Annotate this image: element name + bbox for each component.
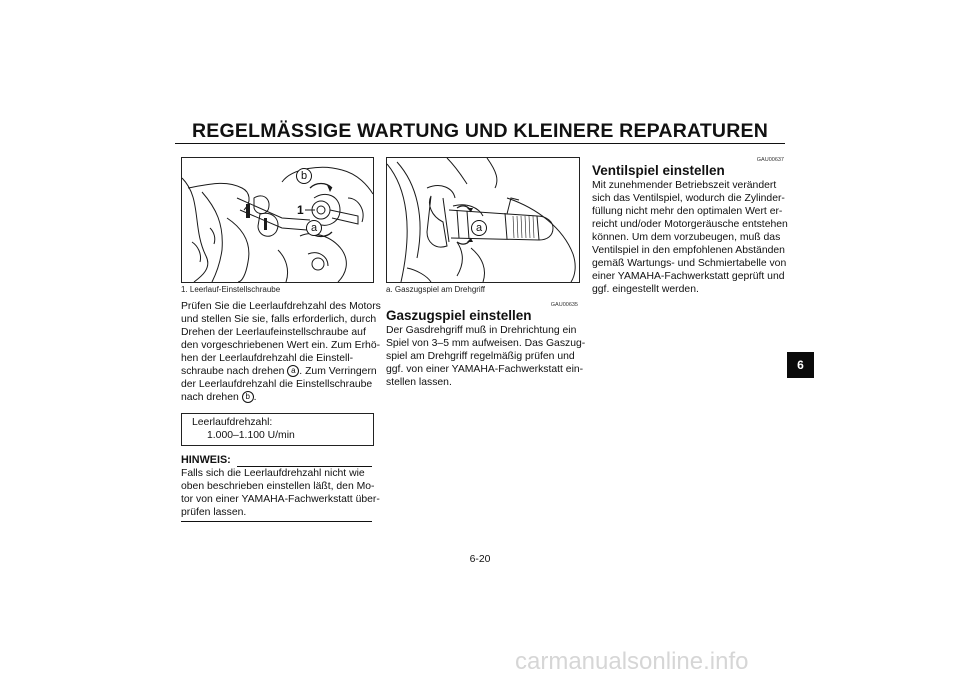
body-line: Mit zunehmender Betriebszeit verändert bbox=[592, 180, 777, 191]
section-code: GAU00635 bbox=[550, 302, 578, 308]
figure-idle-screw bbox=[181, 157, 374, 283]
body-line: spiel am Drehgriff regelmäßig prüfen und bbox=[386, 351, 575, 362]
body-line: Drehen der Leerlaufeinstellschraube auf bbox=[181, 327, 366, 338]
body-line: den vorgeschriebenen Wert ein. Zum Erhö- bbox=[181, 340, 381, 351]
body-line: Ventilspiel in den empfohlenen Abständen bbox=[592, 245, 785, 256]
body-line: Der Gasdrehgriff muß in Drehrichtung ein bbox=[386, 325, 577, 336]
body-text: . bbox=[253, 392, 257, 403]
body-line: stellen lassen. bbox=[386, 377, 452, 388]
idle-speed-spec-box bbox=[181, 413, 374, 446]
body-line: ggf. eingestellt werden. bbox=[592, 284, 699, 295]
body-text: . Zum Verringern bbox=[299, 366, 377, 377]
body-line: prüfen lassen. bbox=[181, 507, 247, 518]
body-line bbox=[181, 365, 376, 378]
body-line: reicht und/oder Motorgeräusche entstehen bbox=[592, 219, 788, 230]
callout-a-letter: a bbox=[310, 222, 318, 234]
body-line: sich das Ventilspiel, wodurch die Zylinder- bbox=[592, 193, 785, 204]
note-label: HINWEIS: bbox=[181, 454, 231, 466]
body-line: und stellen Sie sie, falls erforderlich, durch bbox=[181, 314, 377, 325]
body-line: einer YAMAHA-Fachwerkstatt geprüft und bbox=[592, 271, 785, 282]
figure-throttle-caption: a. Gaszugspiel am Drehgriff bbox=[386, 285, 486, 294]
body-line: füllung nicht mehr den optimalen Wert er- bbox=[592, 206, 783, 217]
section-heading-valve: Ventilspiel einstellen bbox=[592, 163, 725, 178]
body-text: schraube nach drehen bbox=[181, 366, 285, 377]
body-line: Prüfen Sie die Leerlaufdrehzahl des Motors bbox=[181, 301, 381, 312]
circled-a-symbol: a bbox=[287, 365, 299, 377]
figure-idle-screw-callout-b bbox=[296, 168, 312, 184]
callout-a-letter: a bbox=[475, 222, 483, 234]
figure-idle-screw-drawing bbox=[182, 158, 373, 282]
chapter-tab: 6 bbox=[787, 352, 814, 378]
idle-speed-paragraph bbox=[181, 300, 381, 404]
circled-b-symbol: b bbox=[242, 391, 254, 403]
figure-throttle-callout-a bbox=[471, 220, 487, 236]
section-code: GAU00637 bbox=[756, 157, 784, 163]
body-line: Spiel von 3–5 mm aufweisen. Das Gaszug- bbox=[386, 338, 586, 349]
body-line bbox=[181, 391, 376, 404]
body-line: ggf. von einer YAMAHA-Fachwerkstatt ein- bbox=[386, 364, 584, 375]
spec-label: Leerlaufdrehzahl: bbox=[192, 417, 273, 428]
title-rule bbox=[175, 143, 785, 144]
body-line: können. Um dem vorzubeugen, muß das bbox=[592, 232, 781, 243]
page-number: 6-20 bbox=[469, 554, 491, 565]
page-title: REGELMÄSSIGE WARTUNG UND KLEINERE REPARATUREN bbox=[192, 120, 768, 142]
note-end-rule bbox=[181, 521, 372, 522]
body-line: der Leerlaufdrehzahl die Einstellschraube bbox=[181, 379, 373, 390]
body-line: gemäß Wartungs- und Schmiertabelle von bbox=[592, 258, 787, 269]
valve-paragraph bbox=[592, 179, 787, 296]
figure-throttle-grip-drawing bbox=[387, 158, 579, 282]
body-text: nach drehen bbox=[181, 392, 239, 403]
body-line: tor von einer YAMAHA-Fachwerkstatt über- bbox=[181, 494, 380, 505]
section-heading-throttle: Gaszugspiel einstellen bbox=[386, 308, 532, 323]
callout-b-letter: b bbox=[300, 170, 308, 182]
watermark: carmanualsonline.info bbox=[515, 648, 749, 675]
body-line: Falls sich die Leerlaufdrehzahl nicht wie bbox=[181, 468, 365, 479]
note-text bbox=[181, 467, 380, 519]
figure-idle-screw-caption: 1. Leerlauf-Einstellschraube bbox=[181, 285, 281, 294]
figure-idle-screw-callout-1: 1 bbox=[297, 203, 304, 217]
body-line: oben beschrieben einstellen läßt, den Mo- bbox=[181, 481, 375, 492]
figure-idle-screw-callout-a bbox=[306, 220, 322, 236]
figure-throttle-grip bbox=[386, 157, 580, 283]
spec-value: 1.000–1.100 U/min bbox=[207, 430, 295, 441]
body-line: hen der Leerlaufdrehzahl die Einstell- bbox=[181, 353, 354, 364]
throttle-paragraph bbox=[386, 324, 586, 389]
